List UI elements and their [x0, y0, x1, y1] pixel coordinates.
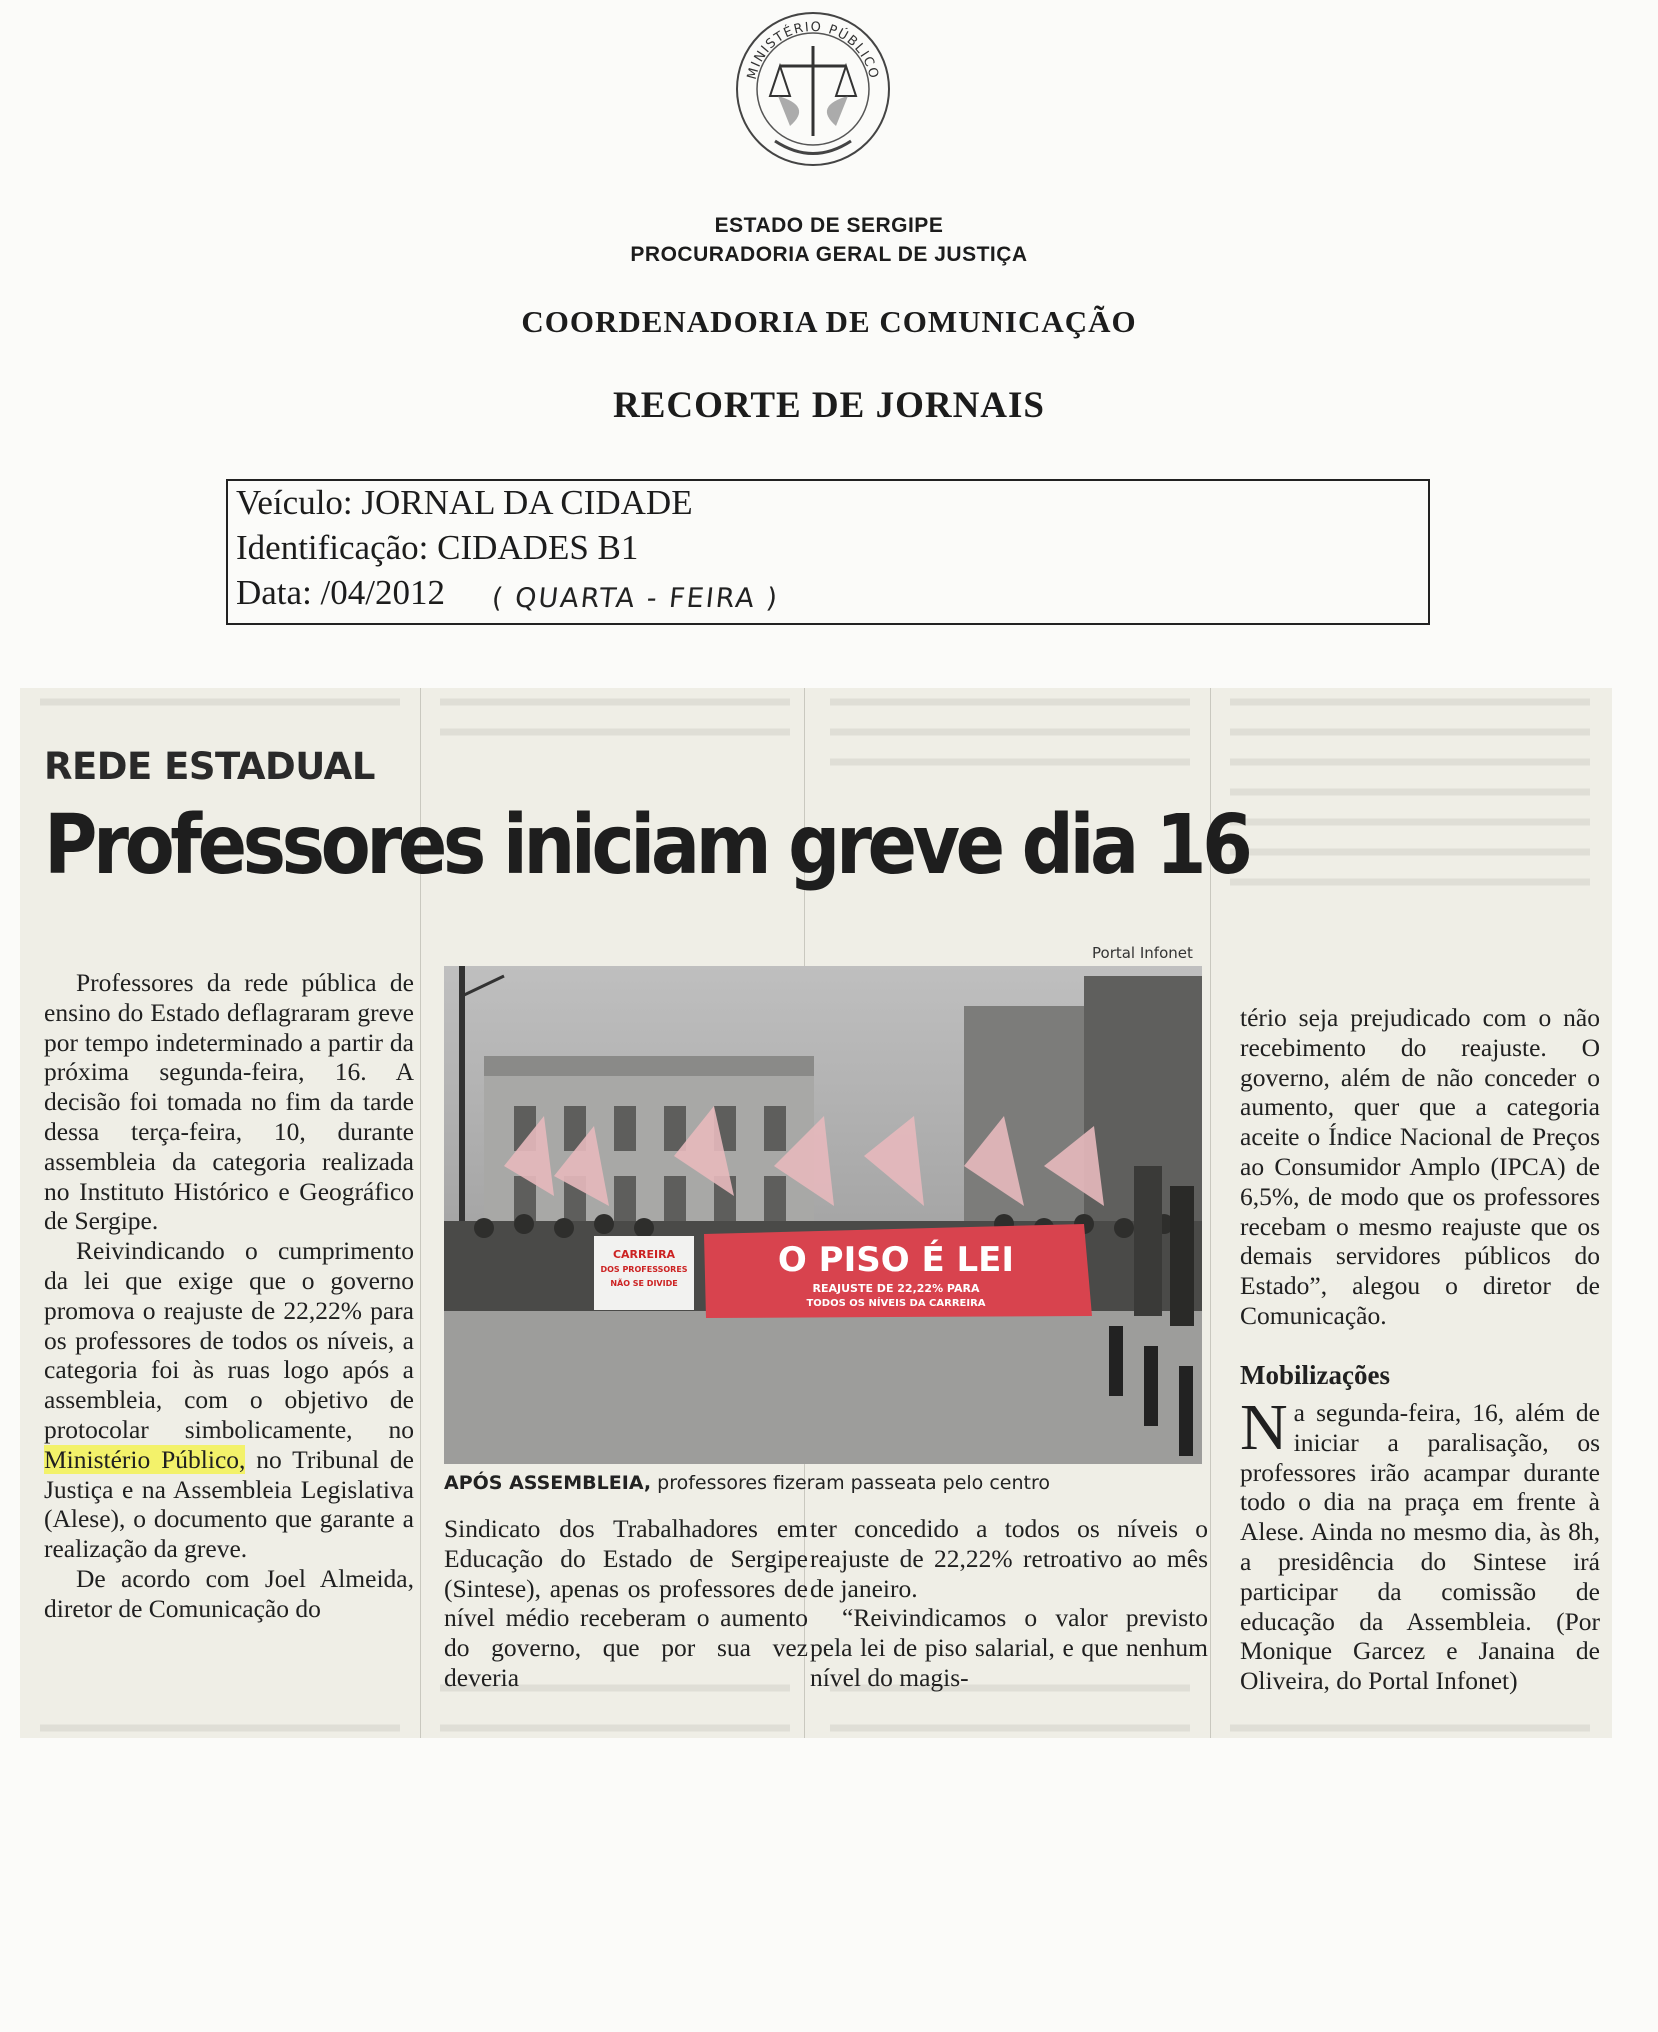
paragraph: Professores da rede pública de ensino do Estado deflagraram greve por tempo indeterminado a partir da próxima segunda-feira, 16. A decisão foi tomada no fim da tarde dessa terça-feira, 10, durante assembleia da categoria realizada no Instituto Histórico e Geográfico de Sergipe.	[44, 968, 414, 1236]
paragraph	[44, 1236, 414, 1564]
vehicle-line: Veículo: JORNAL DA CIDADE	[236, 483, 693, 522]
paragraph: ter concedido a todos os níveis o reajuste de 22,22% retroativo ao mês de janeiro.	[810, 1514, 1208, 1603]
article-column-4-continued	[1240, 1391, 1600, 1696]
paragraph-text: no Tribunal de Justiça e na Assembleia Legislativa (Alese), o documento que garante a realização da greve.	[44, 1444, 414, 1564]
banner-main-text: O PISO É LEI	[777, 1240, 1015, 1280]
banner-sub-text: REAJUSTE DE 22,22% PARA	[812, 1282, 980, 1295]
paragraph: Sindicato dos Trabalhadores em Educação do Estado de Sergipe (Sintese), apenas os professores de nível médio receberam o aumento do governo, que por sua vez deveria	[444, 1514, 808, 1692]
paragraph	[1240, 1391, 1600, 1696]
seal-text: MINISTÉRIO PÚBLICO	[744, 19, 882, 82]
banner-sub-text: TODOS OS NÍVEIS DA CARREIRA	[806, 1298, 986, 1309]
document-type: RECORTE DE JORNAIS	[613, 385, 1045, 426]
photo-credit: Portal Infonet	[1092, 944, 1193, 962]
section-subhead: Mobilizações	[1240, 1360, 1390, 1390]
article-column-3	[810, 1514, 1208, 1693]
caption-text: professores fizeram passeata pelo centro	[651, 1472, 1050, 1494]
paragraph-text: Reivindicando o cumprimento da lei que exige que o governo promova o reajuste de 22,22% para os professores de todos os níveis, a categoria foi às ruas logo após a assembleia, com o objetivo de protocolar simbolicamente, no	[44, 1236, 414, 1444]
photo-caption	[444, 1472, 1204, 1494]
ministerio-publico-seal	[730, 6, 896, 172]
state-name: ESTADO DE SERGIPE	[714, 214, 944, 237]
sign-line: DOS PROFESSORES	[600, 1265, 688, 1274]
paragraph: De acordo com Joel Almeida, diretor de Comunicação do	[44, 1563, 414, 1623]
protest-photo	[444, 966, 1202, 1464]
department-title: COORDENADORIA DE COMUNICAÇÃO	[521, 304, 1137, 339]
article-column-4	[1240, 1003, 1600, 1331]
handwritten-weekday-note: ( QUARTA - FEIRA )	[490, 583, 781, 614]
caption-lead: APÓS ASSEMBLEIA,	[444, 1472, 652, 1494]
sign-line: NÃO SE DIVIDE	[610, 1279, 678, 1288]
date-line: Data: /04/2012	[236, 573, 445, 612]
paragraph-text: a segunda-feira, 16, além de iniciar a paralisação, os professores irão acampar durante todo o dia na praça em frente à Alese. Ainda no mesmo dia, às 8h, a presidência do Sintese irá participar da comissão de educação da Assembleia. (Por Monique Garcez e Janaina de Oliveira, do Portal Infonet)	[1240, 1398, 1600, 1696]
article-column-1	[44, 968, 414, 1624]
paragraph: “Reivindicamos o valor previsto pela lei de piso salarial, e que nenhum nível do magis-	[810, 1603, 1208, 1692]
paragraph: tério seja prejudicado com o não recebimento do reajuste. O governo, além de não conceder o aumento, quer que a categoria aceite o Índice Nacional de Preços ao Consumidor Amplo (IPCA) de 6,5%, de modo que os professores recebam o mesmo reajuste que os demais servidores públicos do Estado”, alegou o diretor de Comunicação.	[1240, 1003, 1600, 1330]
drop-cap: N	[1240, 1391, 1288, 1464]
article-column-2	[444, 1514, 808, 1693]
identification-line: Identificação: CIDADES B1	[236, 528, 639, 567]
article-headline: Professores iniciam greve dia 16	[44, 798, 1249, 893]
office-name: PROCURADORIA GERAL DE JUSTIÇA	[630, 243, 1028, 266]
article-kicker: REDE ESTADUAL	[44, 745, 375, 788]
sign-line: CARREIRA	[612, 1248, 676, 1261]
highlighted-ministerio-publico: Ministério Público,	[44, 1444, 246, 1474]
